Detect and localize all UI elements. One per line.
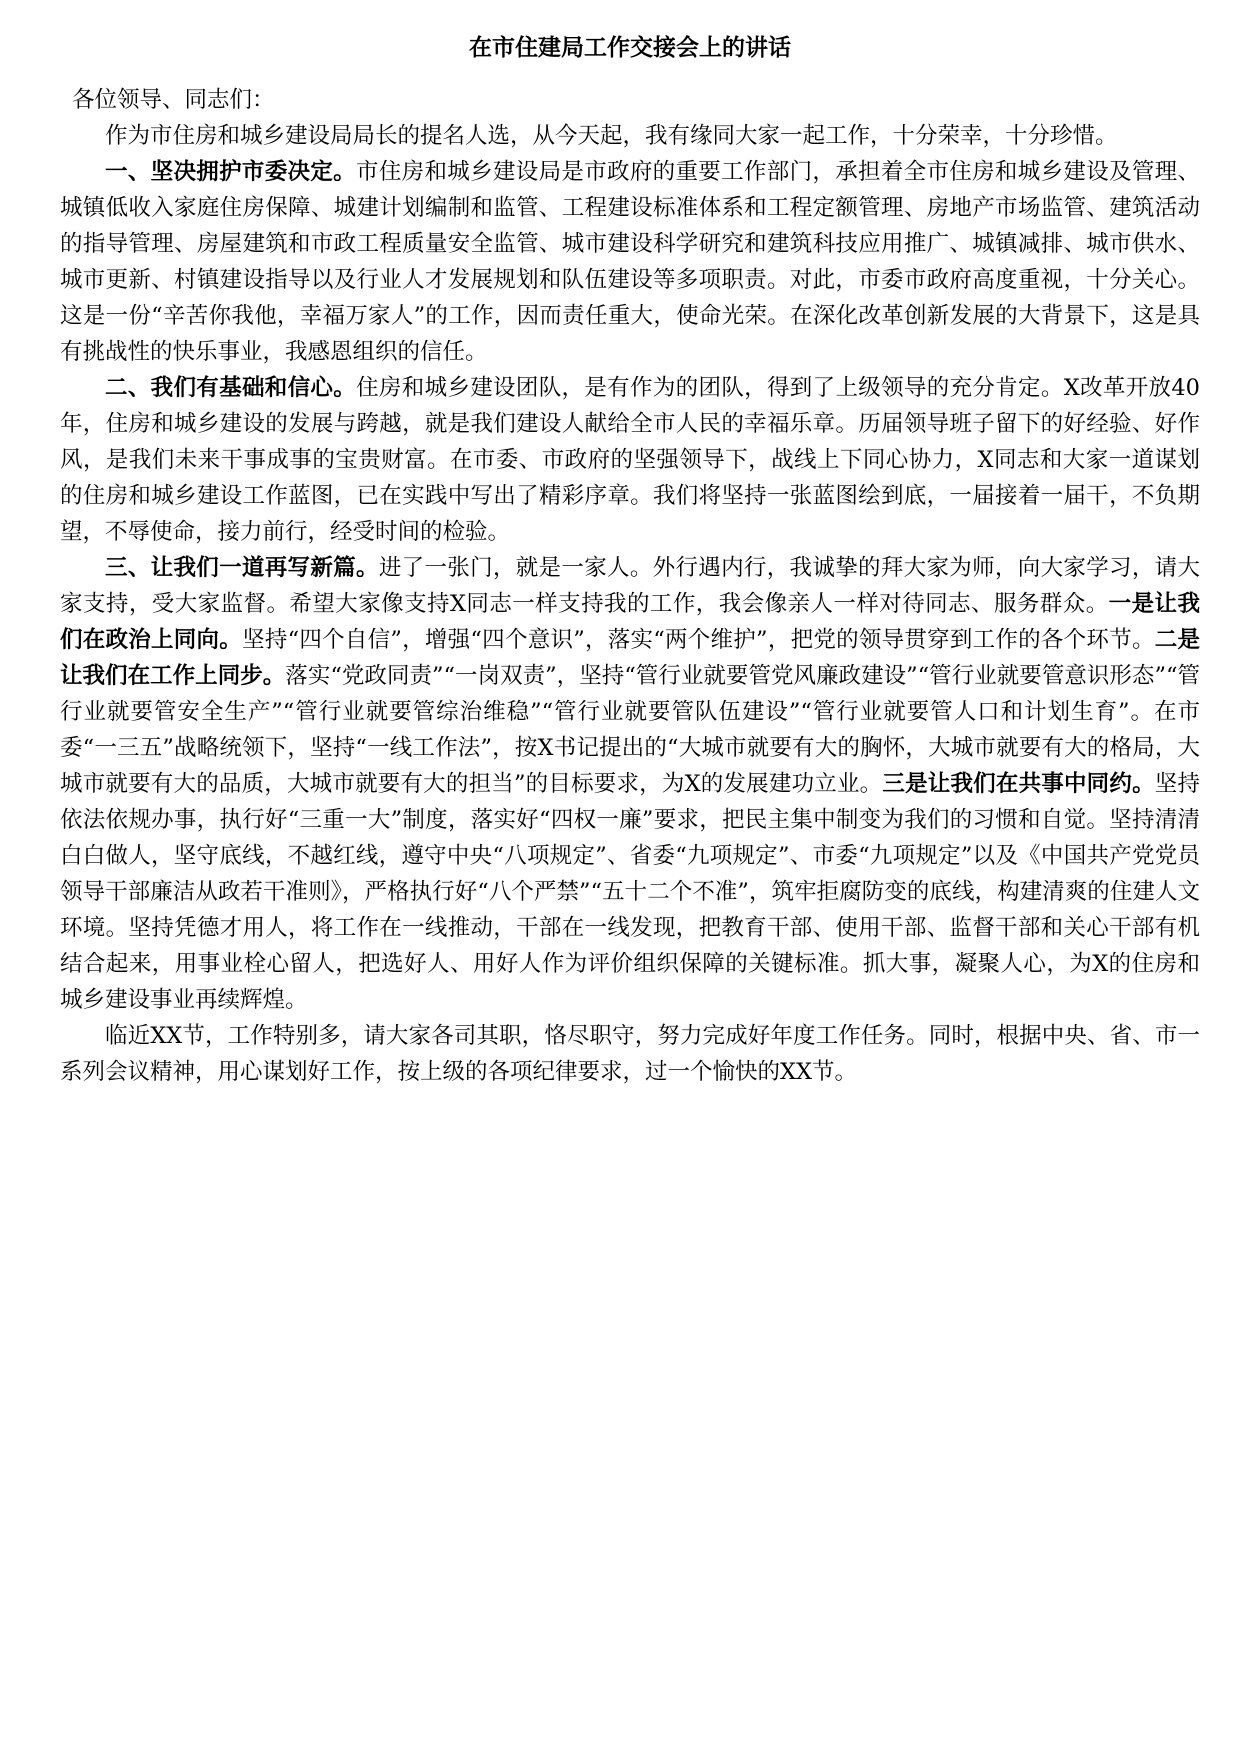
section-2-paragraph: [60, 370, 1200, 550]
section-2-body: 住房和城乡建设团队，是有作为的团队，得到了上级领导的充分肯定。X改革开放40年，住房和城乡建设的发展与跨越，就是我们建设人献给全市人民的幸福乐章。历届领导班子留下的好经验、好作风，是我们未来干事成事的宝贵财富。在市委、市政府的坚强领导下，战线上下同心协力，X同志和大家一道谋划的住房和城乡建设工作蓝图，已在实践中写出了精彩序章。我们将坚持一张蓝图绘到底，一届接着一届干，不负期望，不辱使命，接力前行，经受时间的检验。: [60, 375, 1200, 545]
section-3-paragraph: [60, 550, 1200, 1018]
point-3-body: 坚持依法依规办事，执行好“三重一大”制度，落实好“四权一廉”要求，把民主集中制变为我们的习惯和自觉。坚持清清白白做人，坚守底线，不越红线，遵守中央“八项规定”、省委“九项规定”、市委“九项规定”以及《中国共产党党员领导干部廉洁从政若干准则》，严格执行好“八个严禁”“五十二个不准”，筑牢拒腐防变的底线，构建清爽的住建人文环境。坚持凭德才用人，将工作在一线推动，干部在一线发现，把教育干部、使用干部、监督干部和关心干部有机结合起来，用事业栓心留人，把选好人、用好人作为评价组织保障的关键标准。抓大事，凝聚人心，为X的住房和城乡建设事业再续辉煌。: [60, 771, 1200, 1013]
document-title: 在市住建局工作交接会上的讲话: [469, 34, 791, 61]
section-1-heading: 一、坚决拥护市委决定。: [105, 159, 357, 185]
point-1-body: 坚持“四个自信”，增强“四个意识”，落实“两个维护”，把党的领导贯穿到工作的各个环节。: [242, 627, 1155, 653]
section-1-paragraph: [60, 154, 1200, 370]
point-2-heading: 二是让我们在工作上同步。: [60, 627, 1200, 689]
point-2-body: 落实“党政同责”“一岗双责”，坚持“管行业就要管党风廉政建设”“管行业就要管意识形态”“管行业就要管安全生产”“管行业就要管综治维稳”“管行业就要管队伍建设”“管行业就要管人口和计划生育”。在市委“一三五”战略统领下，坚持“一线工作法”，按X书记提出的“大城市就要有大的胸怀，大城市就要有大的格局，大城市就要有大的品质，大城市就要有大的担当”的目标要求，为X的发展建功立业。: [60, 663, 1200, 797]
section-3-body-intro: 进了一张门，就是一家人。外行遇内行，我诚挚的拜大家为师，向大家学习，请大家支持，受大家监督。希望大家像支持X同志一样支持我的工作，我会像亲人一样对待同志、服务群众。: [60, 555, 1200, 617]
section-1-body: 市住房和城乡建设局是市政府的重要工作部门，承担着全市住房和城乡建设及管理、城镇低收入家庭住房保障、城建计划编制和监管、工程建设标准体系和工程定额管理、房地产市场监管、建筑活动的指导管理、房屋建筑和市政工程质量安全监管、城市建设科学研究和建筑科技应用推广、城镇减排、城市供水、城市更新、村镇建设指导以及行业人才发展规划和队伍建设等多项职责。对此，市委市政府高度重视，十分关心。这是一份“辛苦你我他，幸福万家人”的工作，因而责任重大，使命光荣。在深化改革创新发展的大背景下，这是具有挑战性的快乐事业，我感恩组织的信任。: [60, 159, 1200, 365]
intro-paragraph: 作为市住房和城乡建设局局长的提名人选，从今天起，我有缘同大家一起工作，十分荣幸，十分珍惜。: [105, 123, 1118, 149]
point-1-heading: 一是让我们在政治上同向。: [60, 591, 1200, 653]
point-3-heading: 三是让我们在共事中同约。: [882, 771, 1155, 797]
closing-paragraph: 临近XX节，工作特别多，请大家各司其职，恪尽职守，努力完成好年度工作任务。同时，根据中央、省、市一系列会议精神，用心谋划好工作，按上级的各项纪律要求，过一个愉快的XX节。: [60, 1023, 1200, 1085]
document-page: [60, 30, 1200, 1090]
section-3-heading: 三、让我们一道再写新篇。: [105, 555, 379, 581]
salutation: 各位领导、同志们：: [72, 87, 275, 113]
section-2-heading: 二、我们有基础和信心。: [105, 375, 357, 401]
